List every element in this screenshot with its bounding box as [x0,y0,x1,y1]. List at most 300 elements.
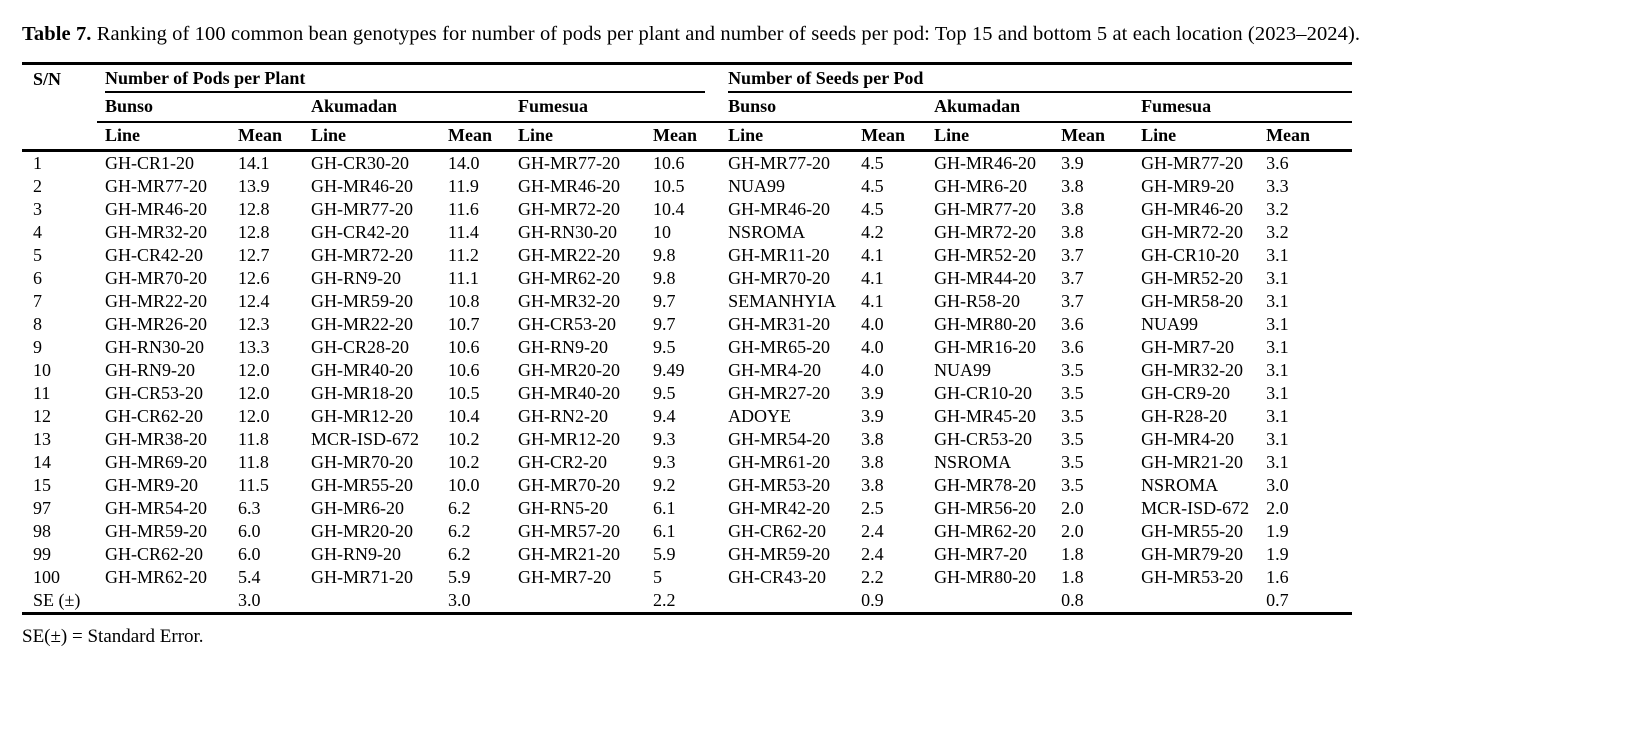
mean-cell: 9.8 [653,268,676,288]
mean-cell: 3.7 [1061,291,1084,311]
mean-cell: 12.8 [238,199,270,219]
line-cell: GH-MR59-20 [105,521,207,541]
line-cell: GH-MR70-20 [105,268,207,288]
line-header: Line [720,122,853,151]
table-row [22,497,1352,520]
line-cell: GH-MR9-20 [105,475,198,495]
location-header-pods-akumadan: Akumadan [303,93,510,122]
line-cell: GH-MR62-20 [105,567,207,587]
mean-cell: 3.6 [1061,314,1084,334]
mean-cell: 0.9 [853,589,926,614]
sn-cell: 13 [33,429,51,449]
group-header-pods: Number of Pods per Plant [97,64,720,93]
mean-cell: 3.5 [1061,452,1084,472]
line-cell: GH-MR20-20 [518,360,620,380]
mean-cell: 5.9 [653,544,676,564]
mean-cell: 4.5 [861,153,884,173]
mean-cell: 3.5 [1061,475,1084,495]
sn-cell: 100 [33,567,60,587]
line-cell: GH-RN5-20 [518,498,608,518]
mean-cell: 10.7 [448,314,480,334]
mean-cell: 1.9 [1266,521,1289,541]
table-row [22,359,1352,382]
line-cell: GH-MR32-20 [518,291,620,311]
line-cell: GH-MR12-20 [311,406,413,426]
line-cell [510,589,645,614]
sn-cell: 8 [33,314,42,334]
line-cell: GH-MR72-20 [934,222,1037,242]
mean-header: Mean [645,122,720,151]
line-cell: GH-CR43-20 [728,567,827,587]
sn-cell: 5 [33,245,42,265]
sn-cell: 98 [33,521,51,541]
line-header: Line [926,122,1053,151]
mean-cell: 9.7 [653,314,676,334]
mean-cell: 3.8 [861,429,884,449]
mean-cell: 3.8 [1061,176,1084,196]
line-cell: GH-MR65-20 [728,337,831,357]
mean-cell: 14.0 [448,153,480,173]
line-cell: GH-MR54-20 [728,429,831,449]
mean-cell: 3.1 [1266,245,1289,265]
line-cell: GH-CR28-20 [311,337,409,357]
mean-cell: 1.8 [1061,544,1084,564]
mean-cell: 0.7 [1258,589,1352,614]
sn-cell: 11 [33,383,51,403]
table-row [22,405,1352,428]
mean-cell: 1.6 [1266,567,1289,587]
line-cell: NUA99 [728,176,786,196]
line-cell: GH-MR70-20 [728,268,831,288]
mean-cell: 4.1 [861,245,884,265]
line-cell: GH-MR9-20 [1141,176,1235,196]
line-cell: GH-R28-20 [1141,406,1228,426]
mean-cell: 4.1 [861,268,884,288]
line-cell: GH-MR11-20 [728,245,830,265]
line-cell: GH-MR62-20 [934,521,1037,541]
mean-header: Mean [230,122,303,151]
mean-cell: 3.9 [861,383,884,403]
mean-cell: 3.6 [1061,337,1084,357]
line-cell: GH-MR54-20 [105,498,207,518]
line-cell: GH-MR6-20 [934,176,1028,196]
line-cell: GH-MR77-20 [105,176,207,196]
line-cell: GH-RN30-20 [518,222,617,242]
line-cell: GH-RN9-20 [311,544,401,564]
mean-cell: 2.4 [861,521,884,541]
table-row [22,520,1352,543]
line-cell: GH-MR55-20 [1141,521,1244,541]
sn-cell: 9 [33,337,42,357]
line-cell: GH-MR72-20 [1141,222,1244,242]
line-cell: GH-MR6-20 [311,498,404,518]
line-cell: GH-MR20-20 [311,521,413,541]
mean-cell: 3.5 [1061,383,1084,403]
mean-cell: 3.8 [1061,199,1084,219]
table-row [22,151,1352,176]
subheader-row [22,122,1352,151]
line-cell: GH-MR77-20 [311,199,413,219]
mean-cell: 2.4 [861,544,884,564]
line-cell: GH-MR21-20 [1141,452,1244,472]
mean-cell: 12.0 [238,360,270,380]
table-row [22,221,1352,244]
table-row [22,198,1352,221]
mean-cell: 13.3 [238,337,270,357]
mean-cell: 12.7 [238,245,270,265]
sn-cell: 7 [33,291,42,311]
line-cell: GH-MR32-20 [1141,360,1244,380]
mean-cell: 3.7 [1061,268,1084,288]
mean-cell: 4.5 [861,176,884,196]
line-cell: GH-MR77-20 [728,153,831,173]
line-cell: GH-MR77-20 [1141,153,1244,173]
mean-cell: 10.8 [448,291,480,311]
sn-cell: 10 [33,360,51,380]
mean-cell: 2.2 [645,589,720,614]
se-row [22,589,1352,614]
table-row [22,336,1352,359]
line-cell: GH-MR58-20 [1141,291,1244,311]
line-cell: GH-MR78-20 [934,475,1037,495]
line-cell: NUA99 [934,360,992,380]
line-cell: GH-RN30-20 [105,337,204,357]
sn-cell: 6 [33,268,42,288]
mean-cell: 4.1 [861,291,884,311]
line-cell: GH-MR16-20 [934,337,1037,357]
mean-cell: 3.8 [861,452,884,472]
mean-cell: 3.1 [1266,452,1289,472]
mean-cell: 10.6 [448,337,480,357]
mean-cell: 3.1 [1266,291,1289,311]
mean-cell: 3.1 [1266,406,1289,426]
location-header-seeds-fumesua: Fumesua [1133,93,1352,122]
line-cell: MCR-ISD-672 [1141,498,1250,518]
sn-cell: 3 [33,199,42,219]
mean-cell: 11.4 [448,222,479,242]
mean-cell: 6.2 [448,498,471,518]
mean-header: Mean [853,122,926,151]
mean-cell: 6.0 [238,544,261,564]
line-cell: GH-MR44-20 [934,268,1037,288]
table-row [22,451,1352,474]
line-cell: GH-MR4-20 [1141,429,1235,449]
mean-cell: 6.2 [448,521,471,541]
mean-cell: 6.1 [653,498,676,518]
mean-cell: 11.1 [448,268,479,288]
line-cell: MCR-ISD-672 [311,429,420,449]
line-cell: GH-MR7-20 [518,567,611,587]
sn-cell: 2 [33,176,42,196]
table-row [22,543,1352,566]
mean-cell: 3.9 [861,406,884,426]
line-cell: GH-MR22-20 [105,291,207,311]
mean-cell: 13.9 [238,176,270,196]
line-cell: GH-MR40-20 [311,360,413,380]
line-header: Line [510,122,645,151]
line-cell: GH-MR70-20 [518,475,620,495]
line-cell: GH-MR46-20 [105,199,207,219]
mean-cell: 3.8 [1061,222,1084,242]
line-cell: GH-RN2-20 [518,406,608,426]
line-header: Line [303,122,440,151]
line-cell: GH-MR80-20 [934,314,1037,334]
location-header-row [22,93,1352,122]
mean-cell: 12.0 [238,383,270,403]
line-cell: GH-MR77-20 [518,153,620,173]
table-footnote: SE(±) = Standard Error. [22,626,204,647]
line-cell: GH-CR30-20 [311,153,409,173]
line-header: Line [1133,122,1258,151]
mean-cell: 9.3 [653,429,676,449]
line-cell: GH-MR18-20 [311,383,413,403]
mean-cell: 3.3 [1266,176,1289,196]
se-label-cell: SE (±) [22,589,97,614]
line-cell: GH-MR4-20 [728,360,822,380]
line-cell: GH-MR40-20 [518,383,620,403]
line-cell: GH-MR21-20 [518,544,620,564]
line-cell: GH-MR46-20 [934,153,1037,173]
sn-cell: 14 [33,452,51,472]
line-cell [97,589,230,614]
sn-header: S/N [22,64,97,151]
mean-cell: 4.0 [861,314,884,334]
sn-cell: 4 [33,222,42,242]
line-cell [926,589,1053,614]
line-cell: GH-MR12-20 [518,429,620,449]
mean-cell: 2.0 [1061,521,1084,541]
mean-cell: 11.8 [238,452,269,472]
table-caption-label: Table 7. [22,23,92,45]
mean-cell: 11.2 [448,245,479,265]
mean-cell: 3.1 [1266,429,1289,449]
mean-header: Mean [440,122,510,151]
mean-cell: 0.8 [1053,589,1133,614]
line-cell: GH-CR1-20 [105,153,194,173]
line-cell: GH-RN9-20 [311,268,401,288]
location-header-pods-bunso: Bunso [97,93,303,122]
mean-cell: 11.8 [238,429,269,449]
line-cell: GH-MR71-20 [311,567,413,587]
table-body [22,151,1352,614]
line-cell: NSROMA [934,452,1012,472]
line-cell: GH-CR62-20 [105,406,203,426]
line-cell [1133,589,1258,614]
line-cell: GH-CR53-20 [934,429,1033,449]
line-cell: NUA99 [1141,314,1199,334]
line-cell: GH-CR10-20 [1141,245,1240,265]
mean-cell: 3.7 [1061,245,1084,265]
line-cell: GH-MR62-20 [518,268,620,288]
mean-cell: 2.5 [861,498,884,518]
mean-cell: 10.5 [653,176,685,196]
mean-cell: 9.5 [653,383,676,403]
group-header-seeds: Number of Seeds per Pod [720,64,1352,93]
sn-cell: 12 [33,406,51,426]
line-cell: GH-MR72-20 [518,199,620,219]
location-header-seeds-bunso: Bunso [720,93,926,122]
mean-cell: 6.3 [238,498,261,518]
line-cell: GH-MR59-20 [728,544,831,564]
line-cell: GH-MR53-20 [1141,567,1244,587]
mean-cell: 2.0 [1061,498,1084,518]
mean-header: Mean [1258,122,1352,151]
line-cell: GH-MR69-20 [105,452,207,472]
line-cell: GH-MR7-20 [934,544,1028,564]
line-cell: GH-MR79-20 [1141,544,1244,564]
table-row [22,428,1352,451]
table-row [22,313,1352,336]
line-cell: GH-R58-20 [934,291,1021,311]
line-cell: GH-CR2-20 [518,452,607,472]
mean-cell: 4.5 [861,199,884,219]
line-cell: GH-MR57-20 [518,521,620,541]
line-cell: GH-MR46-20 [1141,199,1244,219]
line-cell: GH-MR72-20 [311,245,413,265]
group-header-row [22,64,1352,93]
mean-cell: 9.3 [653,452,676,472]
mean-cell: 10.6 [653,153,685,173]
line-cell: SEMANHYIA [728,291,837,311]
line-cell: GH-MR56-20 [934,498,1037,518]
mean-cell: 3.0 [440,589,510,614]
line-cell: GH-MR7-20 [1141,337,1235,357]
line-cell: GH-MR22-20 [518,245,620,265]
mean-cell: 3.5 [1061,406,1084,426]
mean-cell: 3.1 [1266,383,1289,403]
mean-cell: 3.1 [1266,360,1289,380]
mean-cell: 6.2 [448,544,471,564]
line-cell: NSROMA [1141,475,1219,495]
line-cell: GH-MR46-20 [518,176,620,196]
table-caption-text: Ranking of 100 common bean genotypes for number of pods per plant and number of seeds per pod: Top 15 and bottom 5 at each location (2023–2024). [96,23,1361,45]
ranking-table [22,62,1352,615]
mean-cell: 10.2 [448,429,480,449]
mean-cell: 5.4 [238,567,261,587]
sn-cell: 99 [33,544,51,564]
mean-cell: 11.6 [448,199,479,219]
line-cell: GH-MR22-20 [311,314,413,334]
mean-cell: 3.2 [1266,199,1289,219]
mean-cell: 1.9 [1266,544,1289,564]
table-row [22,382,1352,405]
mean-cell: 11.9 [448,176,479,196]
line-cell: GH-MR80-20 [934,567,1037,587]
mean-cell: 3.9 [1061,153,1084,173]
mean-cell: 3.1 [1266,314,1289,334]
line-cell: GH-MR27-20 [728,383,831,403]
line-cell: GH-MR45-20 [934,406,1037,426]
line-cell: GH-CR62-20 [105,544,203,564]
line-cell: GH-MR53-20 [728,475,831,495]
line-cell: GH-MR38-20 [105,429,207,449]
line-cell: GH-MR31-20 [728,314,831,334]
table-row [22,474,1352,497]
table-row [22,244,1352,267]
mean-cell: 10.2 [448,452,480,472]
line-cell: GH-MR52-20 [1141,268,1244,288]
line-cell: GH-MR42-20 [728,498,831,518]
line-cell: GH-RN9-20 [518,337,608,357]
line-cell: GH-CR62-20 [728,521,827,541]
mean-cell: 10.0 [448,475,480,495]
mean-cell: 14.1 [238,153,270,173]
table-row [22,175,1352,198]
line-cell: GH-MR52-20 [934,245,1037,265]
mean-cell: 10.4 [448,406,480,426]
mean-cell: 4.2 [861,222,884,242]
mean-cell: 12.6 [238,268,270,288]
mean-cell: 12.8 [238,222,270,242]
mean-header: Mean [1053,122,1133,151]
line-cell: GH-MR70-20 [311,452,413,472]
mean-cell: 3.0 [230,589,303,614]
mean-cell: 12.3 [238,314,270,334]
line-cell: NSROMA [728,222,806,242]
mean-cell: 10.5 [448,383,480,403]
mean-cell: 2.2 [861,567,884,587]
table-row [22,290,1352,313]
mean-cell: 12.4 [238,291,270,311]
mean-cell: 9.5 [653,337,676,357]
sn-cell: 97 [33,498,51,518]
mean-cell: 11.5 [238,475,269,495]
line-cell: GH-MR46-20 [728,199,831,219]
line-cell: GH-RN9-20 [105,360,195,380]
line-cell: ADOYE [728,406,792,426]
line-cell: GH-MR46-20 [311,176,413,196]
table-row [22,267,1352,290]
mean-cell: 6.1 [653,521,676,541]
mean-cell: 3.6 [1266,153,1289,173]
table-header [22,64,1352,151]
line-cell: GH-MR77-20 [934,199,1037,219]
location-header-pods-fumesua: Fumesua [510,93,720,122]
mean-cell: 4.0 [861,337,884,357]
mean-cell: 9.7 [653,291,676,311]
mean-cell: 5 [653,567,662,587]
mean-cell: 3.5 [1061,360,1084,380]
mean-cell: 10.6 [448,360,480,380]
table-caption [22,16,1552,53]
mean-cell: 9.4 [653,406,676,426]
mean-cell: 12.0 [238,406,270,426]
line-cell: GH-CR42-20 [105,245,203,265]
line-cell: GH-MR55-20 [311,475,413,495]
sn-cell: 1 [33,153,42,173]
line-cell: GH-CR10-20 [934,383,1033,403]
mean-cell: 3.1 [1266,337,1289,357]
mean-cell: 9.2 [653,475,676,495]
mean-cell: 10.4 [653,199,685,219]
line-header: Line [97,122,230,151]
mean-cell: 9.8 [653,245,676,265]
mean-cell: 2.0 [1266,498,1289,518]
mean-cell: 5.9 [448,567,471,587]
line-cell: GH-CR9-20 [1141,383,1231,403]
mean-cell: 9.49 [653,360,685,380]
mean-cell: 3.5 [1061,429,1084,449]
mean-cell: 3.0 [1266,475,1289,495]
table-row [22,566,1352,589]
mean-cell: 1.8 [1061,567,1084,587]
line-cell: GH-CR42-20 [311,222,409,242]
line-cell [303,589,440,614]
line-cell: GH-MR32-20 [105,222,207,242]
location-header-seeds-akumadan: Akumadan [926,93,1133,122]
mean-cell: 6.0 [238,521,261,541]
mean-cell: 3.1 [1266,268,1289,288]
